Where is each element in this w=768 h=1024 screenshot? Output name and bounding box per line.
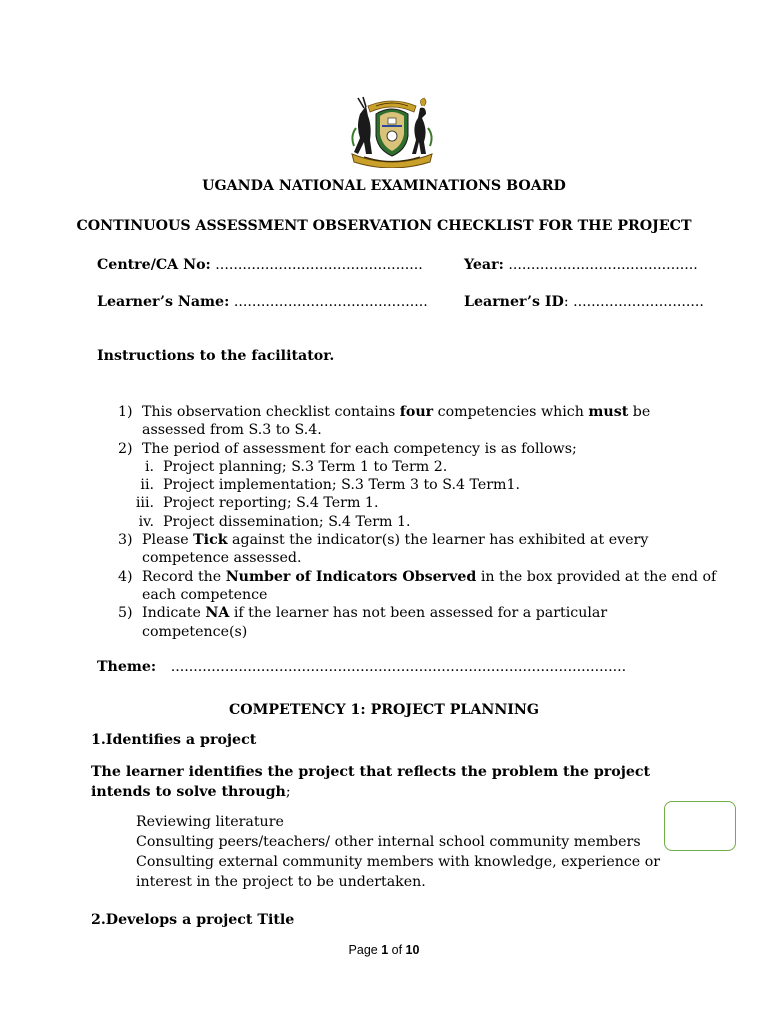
year-field [464,257,698,273]
document-title: CONTINUOUS ASSESSMENT OBSERVATION CHECKLIST FOR THE PROJECT [76,218,692,234]
learner-id-label: Learner’s ID [464,294,564,310]
list-item: interest in the project to be undertaken. [136,874,426,890]
uganda-coat-of-arms-icon [346,96,438,168]
competency-sub-heading-2: 2.Develops a project Title [91,912,295,928]
checkbox-icon[interactable] [112,852,136,872]
indicators-observed-box[interactable] [664,801,736,851]
learner-name-dots: ........................................... [233,294,428,310]
list-item: 5) Indicate NA if the learner has not been assessed for a particular competence(s) [118,605,608,640]
centre-dots: .............................................. [215,257,423,273]
sub-list-item: iv. Project dissemination; S.4 Term 1. [138,513,411,530]
list-item: Consulting external community members with knowledge, experience or [112,852,712,872]
sub-list-item: iii. Project reporting; S.4 Term 1. [135,495,379,512]
sub-list-item: ii. Project implementation; S.3 Term 3 to S.4 Term1. [140,477,521,494]
page-number: Page 1 of 10 [348,943,420,957]
list-item: Reviewing literature [112,812,712,832]
list-item: 2) The period of assessment for each competency is as follows; [118,440,577,457]
centre-label: Centre/CA No: [97,257,211,273]
centre-field [97,257,423,273]
learner-id-field [464,294,704,310]
competency-sub-heading-1: 1.Identifies a project [91,732,257,748]
learner-name-label: Learner’s Name: [97,294,230,310]
list-item: Consulting peers/teachers/ other internal school community members [112,832,712,852]
year-dots: .......................................... [508,257,698,273]
theme-dots: ..................................................................................................... [170,659,627,675]
instructions-heading: Instructions to the facilitator. [97,348,335,364]
sub-list-item: i. Project planning; S.3 Term 1 to Term 2. [144,458,448,475]
instructions-list [118,403,728,641]
list-item: 3) Please Tick against the indicator(s) the learner has exhibited at every competence assessed. [118,532,649,567]
checkbox-icon[interactable] [112,812,136,832]
learner-id-dots: : ............................. [563,294,704,310]
theme-field [97,659,626,675]
competency-title: COMPETENCY 1: PROJECT PLANNING [228,702,540,718]
theme-label: Theme: [97,659,157,675]
year-label: Year: [464,257,504,273]
checkbox-icon[interactable] [112,832,136,852]
list-item: 4) Record the Number of Indicators Observed in the box provided at the end of each competence [118,568,717,603]
learner-name-field [97,294,428,310]
list-item: 1) This observation checklist contains four competencies which must be assessed from S.3 to S.4. [118,404,651,439]
board-title: UGANDA NATIONAL EXAMINATIONS BOARD [202,178,566,194]
competency-statement: The learner identifies the project that reflects the problem the project intends to solve through; [91,764,651,800]
indicator-list [112,812,712,892]
